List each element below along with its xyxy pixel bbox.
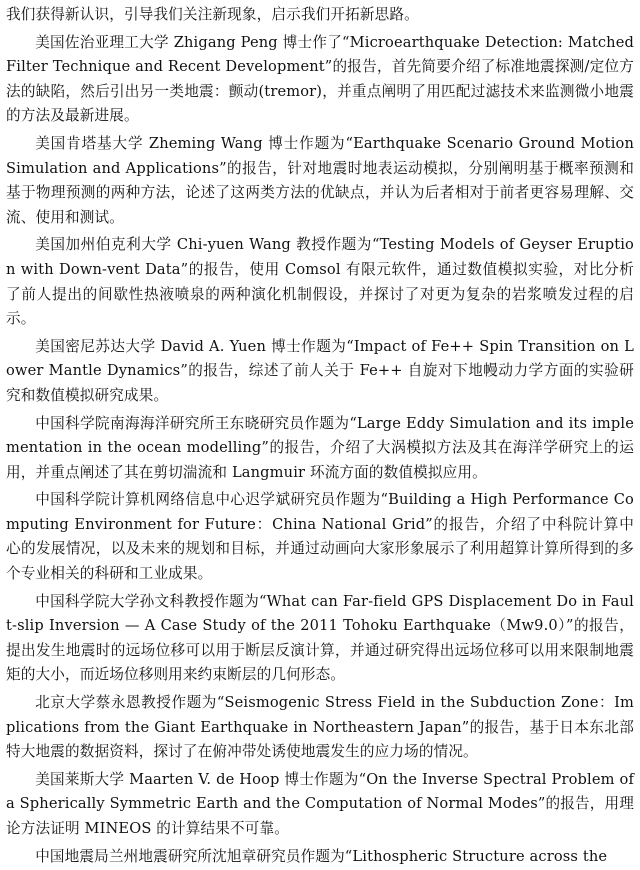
- paragraph-david-yuen: 美国密尼苏达大学 David A. Yuen 博士作题为“Impact of Fe++ Spin Transition on Lower Mantle Dynamics”的报告，综述了前人关于 Fe++ 自旋对下地幔动力学方面的实验研究和数值模拟研究成果。: [6, 337, 634, 404]
- paragraph-cai-yongen: 北京大学蔡永恩教授作题为“Seismogenic Stress Field in the Subduction Zone：Implications from the Giant Earthquake in Northeastern Japan”的报告，基于日本东北部特大地震的数据资料，探讨了在俯冲带处诱使地震发生的应力场的情况。: [6, 694, 634, 761]
- paragraph-zheming-wang: 美国肯塔基大学 Zheming Wang 博士作题为“Earthquake Scenario Ground Motion Simulation and Applications”的报告，针对地震时地表运动模拟，分别阐明基于概率预测和基于物理预测的两种方法，论述了这两类方法的优缺点，并认为后者相对于前者更容易理解、交流、使用和测试。: [6, 134, 634, 226]
- paragraph-zhigang-peng: 美国佐治亚理工大学 Zhigang Peng 博士作了“Microearthquake Detection: Matched Filter Technique and Recent Development”的报告，首先简要介绍了标准地震探测/定位方法的缺陷，然后引出另一类地震：颤动(tremor)，并重点阐明了用匹配过滤技术来监测微小地震的方法及最新进展。: [6, 33, 634, 125]
- paragraph-chi-xuebin: 中国科学院计算机网络信息中心迟学斌研究员作题为“Building a High Performance Computing Environment for Future：China National Grid”的报告，介绍了中科院计算中心的发展情况，以及未来的规划和目标，并通过动画向大家形象展示了利用超算计算所得到的多个专业相关的科研和工业成果。: [6, 491, 634, 583]
- paragraph-de-hoop: 美国莱斯大学 Maarten V. de Hoop 博士作题为“On the Inverse Spectral Problem of a Spherically Symmetric Earth and the Computation of Normal Modes”的报告，用理论方法证明 MINEOS 的计算结果不可靠。: [6, 770, 634, 837]
- document-page: [6, 3, 634, 869]
- paragraph-sun-wenke: 中国科学院大学孙文科教授作题为“What can Far-field GPS Displacement Do in Fault-slip Inversion — A Case Study of the 2011 Tohoku Earthquake（Mw9.0）”的报告，提出发生地震时的远场位移可以用于断层反演计算，并通过研究得出远场位移可以用来限制地震矩的大小，而近场位移则用来约束断层的几何形态。: [6, 592, 634, 684]
- paragraph-shen-xuzhang: 中国地震局兰州地震研究所沈旭章研究员作题为“Lithospheric Structure across the: [35, 847, 608, 865]
- paragraph-continuation: 我们获得新认识，引导我们关注新现象，启示我们开拓新思路。: [6, 6, 419, 23]
- paragraph-wang-dongxiao: 中国科学院南海海洋研究所王东晓研究员作题为“Large Eddy Simulation and its implementation in the ocean modelling”的报告，介绍了大涡模拟方法及其在海洋学研究上的运用，并重点阐述了其在剪切湍流和 Langmuir 环流方面的数值模拟应用。: [6, 414, 634, 481]
- paragraph-chi-yuen-wang: 美国加州伯克利大学 Chi-yuen Wang 教授作题为“Testing Models of Geyser Eruption with Down-vent Data”的报告，使用 Comsol 有限元软件，通过数值模拟实验，对比分析了前人提出的间歇性热液喷泉的两种演化机制假设，并探讨了对更为复杂的岩浆喷发过程的启示。: [6, 236, 634, 328]
